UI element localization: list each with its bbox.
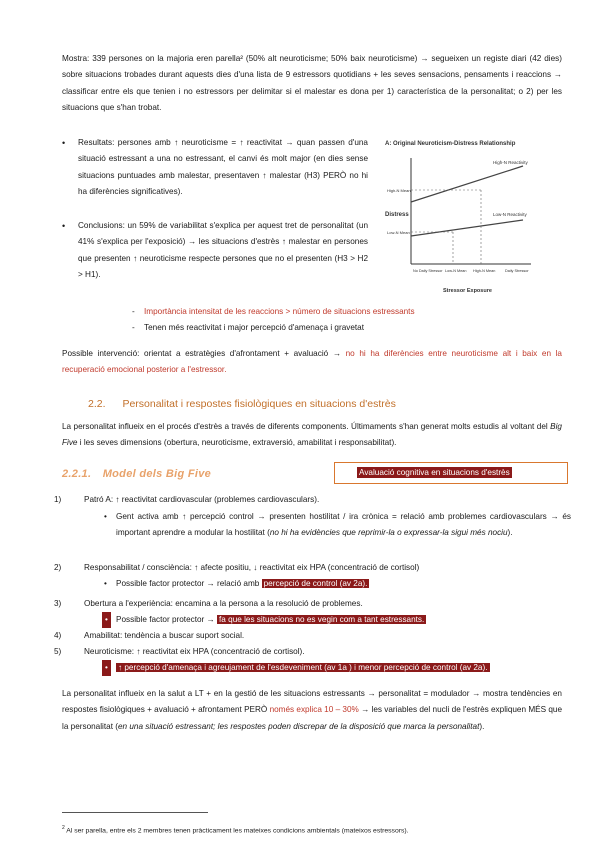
evaluation-box-label: Avaluació cognitiva en situacions d'estrès (359, 468, 510, 477)
closing-red: només explica 10 – 30% (269, 705, 359, 715)
section-text: La personalitat influeix en el procés d'estrès a través de diferents components. Últimaments s'han generat molts estudis al voltant del (62, 422, 551, 431)
resp-sub-highlight: percepció de control (av 2a). (263, 579, 368, 588)
figure-title: A: Original Neuroticism-Distress Relationship (385, 141, 516, 147)
item-text: Neuroticisme: ↑ reactivitat eix HPA (concentració de cortisol). (84, 647, 305, 656)
footnote-divider (62, 812, 208, 813)
resp-sub-plain: Possible factor protector → relació amb (116, 579, 262, 588)
closing-c: ). (479, 721, 485, 731)
intro-paragraph: Mostra: 339 persones on la majoria eren parella² (50% alt neuroticisme; 50% baix neuroticisme) → segueixen un registe diari (42 dies) sobre situacions trobades durant aquests dies d'una lista de 9 estressors quotidians + les seves sensacions, pensaments i reaccions → classificar entre els que tenien i no estressors per delimitar si el malestar es dona per 1) característica de la personalitat; o 2) per les situacions que s'han trobat. (62, 54, 562, 112)
subsection-heading (62, 468, 211, 480)
dash-marker: - (132, 323, 135, 332)
section-paragraph (62, 419, 562, 452)
section-heading (88, 398, 396, 410)
closing-paragraph (62, 686, 562, 735)
intervention-paragraph (62, 346, 562, 379)
bullet-conclusions (62, 218, 368, 283)
x-tick-no-stressor: No Daily Stressor (413, 269, 443, 273)
x-tick-daily-stressor: Daily Stressor (505, 269, 529, 273)
section-title: Personalitat i respostes fisiològiques en situacions d'estrès (122, 398, 396, 410)
item-text: Amabilitat: tendència a buscar suport social. (84, 631, 245, 640)
bullet-dot: • (104, 512, 107, 521)
patro-sub-end: ). (507, 528, 513, 538)
subsection-number: 2.2.1. (62, 468, 92, 480)
x-axis-label: Stressor Exposure (443, 288, 492, 294)
low-n-label: Low-N Reactivity (493, 212, 527, 217)
conclusions-text: Conclusions: un 59% de variabilitat s'explica per aquest tret de personalitat (un 41% s'explica per l'exposició) → les situacions d'estrès ↑ malestar en persones que presenten ↑ neuroticisme respecte persones que no el presenten (H3 > H2 > H1). (78, 221, 368, 280)
footnote-marker: 2 (62, 825, 65, 831)
high-n-label: High-N Reactivity (493, 160, 528, 165)
patro-sub-bullet (104, 509, 571, 542)
numbered-item-1 (54, 492, 564, 508)
footnote (62, 823, 562, 836)
intervention-highlight: no hi ha diferències entre neuroticisme alt i baix en la recuperació emocional posterior a l'estressor. (62, 349, 562, 375)
item-text: Responsabilitat / consciència: ↑ afecte positiu, ↓ reactivitat eix HPA (concentració de cortisol) (84, 563, 420, 572)
item-text: Obertura a l'experiència: encamina a la persona a la resolució de problemes. (84, 599, 363, 608)
numbered-item-2 (54, 560, 564, 576)
obert-sub-bullet (105, 612, 563, 628)
y-tick-low: Low-N Mean (387, 230, 410, 235)
dash-marker: - (132, 307, 135, 316)
bullet-dot: • (102, 612, 111, 628)
sub-bullet-reactivity (132, 320, 574, 336)
low-n-line (411, 220, 523, 236)
closing-b: → les variables del nucli de l'estrès expliquen MÉS que la personalitat ( (62, 705, 562, 731)
sub-bullet-reactivity-text: Tenen més reactivitat i major percepció d'amenaça i gravetat (144, 323, 365, 332)
item-number: 5) (54, 647, 62, 656)
bullet-results (62, 135, 368, 200)
high-n-line (411, 166, 523, 202)
intervention-prefix: Possible intervenció: orientat a estratègies d'afrontament + avaluació → (62, 349, 346, 358)
bullet-dot: • (104, 579, 107, 588)
big-five-italic: Big Five (62, 422, 562, 448)
numbered-item-4 (54, 628, 564, 644)
y-tick-high: High-N Mean (387, 188, 411, 193)
patro-sub-italic: no hi ha evidències que reprimir-la o expressar-la sigui més nociu (269, 528, 508, 538)
results-text: Resultats: persones amb ↑ neuroticisme = ↑ reactivitat → quan passen d'una situació estressant a una no estressant, el canvi és molt major (en dies sense situacions puntuades amb malestar, presentaven ↑ malestar (H3) PERÒ no hi ha diferències significatives). (78, 138, 368, 196)
y-axis-label: Distress (385, 212, 409, 218)
bullet-dot: • (62, 221, 66, 232)
obert-sub-plain: Possible factor protector → (116, 615, 218, 624)
footnote-text: Al ser parella, entre els 2 membres tenen pràcticament les mateixes condicions ambientals (mateixos estressors). (66, 827, 409, 835)
section-text-end: i les seves dimensions (obertura, neuroticisme, extraversió, amabilitat i responsabilitat). (77, 438, 397, 448)
patro-sub-plain: Gent activa amb ↑ percepció control → presenten hostilitat / ira crònica = relació amb problemes cardiovasculars → és important aprendre a modular la hostilitat ( (116, 512, 571, 538)
resp-sub-bullet (104, 576, 563, 592)
item-text: Patró A: ↑ reactivitat cardiovascular (problemes cardiovasculars). (84, 495, 320, 504)
x-tick-high-n: High-N Mean (473, 269, 496, 273)
subsection-title: Model dels Big Five (102, 468, 212, 480)
evaluation-box (334, 462, 568, 484)
patro-sub-text (116, 509, 571, 542)
item-number: 2) (54, 563, 62, 572)
bullet-dot: • (102, 660, 111, 676)
sub-bullet-intensity-text: Importància intensitat de les reaccions > número de situacions estressants (144, 307, 415, 316)
closing-a: La personalitat influeix en la salut a LT + en la gestió de les situacions estressants → personalitat = modulador → mostra tendències en respostes fisiològiques + avaluació + afrontament PERÒ (62, 689, 562, 715)
neuro-sub-bullet (105, 660, 563, 676)
numbered-item-3 (54, 596, 564, 612)
x-tick-low-n: Low-N Mean (445, 269, 467, 273)
results-bullet-list (62, 135, 368, 283)
closing-italic: en una situació estressant; les respostes poden discrepar de la disposició que marca la personalitat (117, 721, 480, 731)
sub-bullet-intensity (132, 304, 574, 320)
neuroticism-distress-figure (383, 136, 543, 306)
obert-sub-highlight: fa que les situacions no es vegin com a tant estressants. (219, 615, 425, 624)
section-number: 2.2. (88, 398, 106, 410)
item-number: 1) (54, 495, 62, 504)
item-number: 3) (54, 599, 62, 608)
item-number: 4) (54, 631, 62, 640)
numbered-item-5 (54, 644, 564, 660)
bullet-dot: • (62, 138, 66, 148)
neuro-sub-highlight: ↑ percepció d'amenaça i agreujament de l'esdeveniment (av 1a ) i menor percepció de control (av 2a). (118, 663, 488, 672)
